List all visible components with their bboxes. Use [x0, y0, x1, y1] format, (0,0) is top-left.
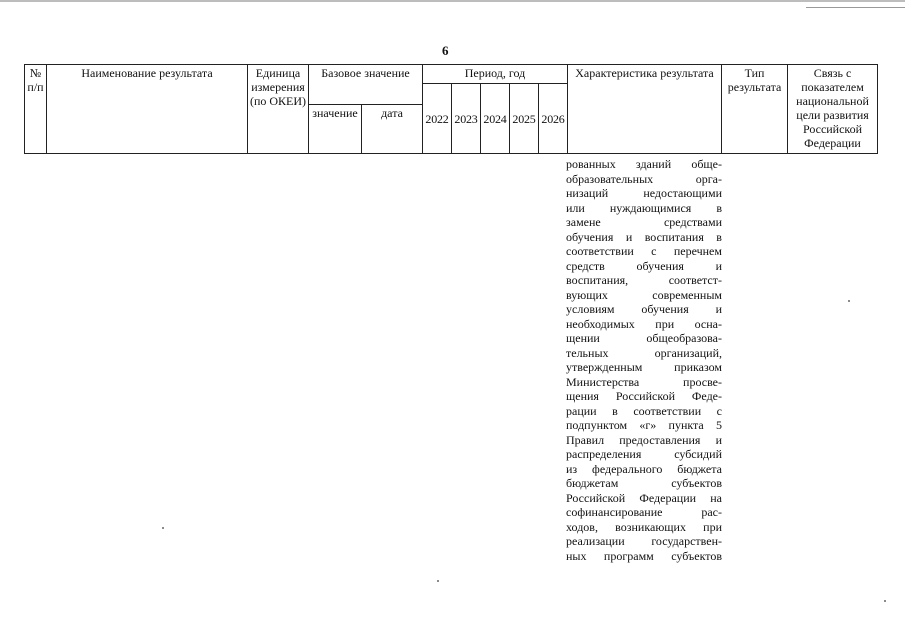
characteristic-word: средствами [663, 215, 722, 229]
characteristic-line [566, 317, 722, 332]
page-number: 6 [442, 43, 449, 58]
characteristic-word: перечнем [673, 244, 722, 258]
characteristic-continued-text [566, 157, 722, 563]
characteristic-word: государствен- [651, 534, 722, 548]
characteristic-line [566, 259, 722, 274]
characteristic-line [566, 491, 722, 506]
characteristic-line [566, 505, 722, 520]
characteristic-line [566, 201, 722, 216]
characteristic-word: замене [566, 215, 601, 229]
characteristic-word: организаций, [654, 345, 722, 360]
characteristic-word: просве- [683, 374, 722, 389]
header-result-type: Тип результата [722, 65, 788, 154]
characteristic-word: необходимых [566, 316, 635, 331]
characteristic-word: при [655, 316, 675, 331]
scan-top-edge [0, 0, 905, 2]
characteristic-word: и [715, 302, 722, 316]
characteristic-word: соответствии [633, 403, 702, 418]
characteristic-word: обучения [636, 258, 684, 273]
characteristic-word: при [703, 519, 722, 534]
characteristic-word: осна- [694, 316, 722, 331]
characteristic-line [566, 418, 722, 433]
header-year-2023: 2023 [452, 84, 481, 154]
characteristic-line [566, 549, 722, 564]
characteristic-word: условиям [566, 302, 615, 316]
characteristic-word: распределения [566, 447, 642, 461]
characteristic-word: подпунктом [566, 418, 628, 432]
characteristic-line [566, 331, 722, 346]
header-national-goal-link: Связь с показателем национальной цели развития Российской Федерации [788, 65, 878, 154]
scan-speck [884, 600, 886, 602]
characteristic-word: обучения [641, 302, 689, 316]
header-base-value: Базовое значение [309, 65, 423, 105]
characteristic-word: вующих [566, 287, 608, 302]
characteristic-word: с [651, 244, 657, 258]
characteristic-word: Министерства [566, 374, 640, 389]
characteristic-word: Феде- [691, 389, 722, 403]
characteristic-word: и [625, 229, 633, 244]
characteristic-word: тельных [566, 345, 609, 360]
characteristic-word: утвержденным [566, 360, 643, 374]
characteristic-word: приказом [674, 360, 722, 374]
characteristic-word: воспитания, [566, 273, 629, 287]
characteristic-word: программ [603, 548, 654, 563]
characteristic-word: недостающими [643, 186, 722, 200]
characteristic-word: щения [566, 389, 599, 403]
header-year-2026: 2026 [539, 84, 568, 154]
scan-speck [437, 580, 439, 582]
characteristic-line [566, 375, 722, 390]
results-table-header [24, 64, 878, 154]
characteristic-word: бюджета [677, 461, 722, 476]
characteristic-word: обще- [691, 157, 722, 171]
characteristic-line [566, 288, 722, 303]
characteristic-word: возникающих [615, 519, 686, 534]
characteristic-word: соответствии [566, 244, 634, 258]
characteristic-word: Правил [566, 432, 605, 447]
characteristic-line [566, 476, 722, 491]
characteristic-word: орга- [695, 171, 722, 186]
characteristic-word: нуждающимися [609, 200, 692, 215]
characteristic-word: на [710, 490, 722, 505]
characteristic-word: или [566, 200, 585, 215]
characteristic-line [566, 273, 722, 288]
characteristic-line [566, 433, 722, 448]
header-base-value-date: дата [362, 105, 423, 154]
scan-top-right-line [806, 7, 905, 8]
characteristic-word: общеобразова- [646, 331, 722, 345]
characteristic-word: субъектов [671, 476, 722, 490]
characteristic-line [566, 389, 722, 404]
header-year-2022: 2022 [423, 84, 452, 154]
characteristic-word: в [612, 403, 618, 418]
characteristic-word: Российской [615, 389, 675, 403]
header-row-number: № п/п [25, 65, 47, 154]
characteristic-word: софинансирование [566, 505, 663, 519]
characteristic-word: субъектов [671, 548, 722, 563]
characteristic-word: образовательных [566, 171, 654, 186]
characteristic-word: бюджетам [566, 476, 619, 490]
characteristic-line [566, 346, 722, 361]
characteristic-word: из [566, 461, 578, 476]
characteristic-word: рации [566, 403, 597, 418]
characteristic-line [566, 462, 722, 477]
scan-speck [848, 300, 850, 302]
header-unit: Единица измерения (по ОКЕИ) [248, 65, 309, 154]
characteristic-word: ных [566, 548, 587, 563]
characteristic-word: и [715, 258, 722, 273]
header-characteristic: Характеристика результата [568, 65, 722, 154]
characteristic-line [566, 157, 722, 172]
characteristic-word: ходов, [566, 519, 598, 534]
characteristic-line [566, 302, 722, 317]
characteristic-word: в [716, 200, 722, 215]
characteristic-line [566, 404, 722, 419]
characteristic-word: Российской [566, 490, 626, 505]
characteristic-word: 5 [715, 418, 722, 432]
characteristic-word: низаций [566, 186, 609, 200]
characteristic-word: с [716, 403, 722, 418]
characteristic-word: средств [566, 258, 605, 273]
characteristic-word: и [715, 432, 722, 447]
characteristic-word: воспитания [644, 229, 704, 244]
characteristic-line [566, 172, 722, 187]
characteristic-word: пункта [668, 418, 704, 432]
characteristic-word: рованных [566, 157, 616, 171]
characteristic-word: рас- [701, 505, 722, 519]
characteristic-line [566, 520, 722, 535]
header-result-name: Наименование результата [47, 65, 248, 154]
characteristic-line [566, 360, 722, 375]
characteristic-line [566, 534, 722, 549]
characteristic-word: субсидий [674, 447, 722, 461]
header-period: Период, год [423, 65, 568, 84]
characteristic-word: Федерации [639, 490, 697, 505]
characteristic-line [566, 244, 722, 259]
characteristic-word: федерального [592, 461, 663, 476]
characteristic-line [566, 186, 722, 201]
characteristic-word: предоставления [619, 432, 701, 447]
characteristic-word: в [716, 229, 722, 244]
characteristic-line [566, 215, 722, 230]
scan-speck [162, 527, 164, 529]
characteristic-word: реализации [566, 534, 625, 548]
header-year-2024: 2024 [481, 84, 510, 154]
characteristic-word: зданий [635, 157, 672, 171]
header-base-value-value: значение [309, 105, 362, 154]
characteristic-word: обучения [566, 229, 614, 244]
characteristic-word: щении [566, 331, 600, 345]
characteristic-word: «г» [639, 418, 657, 432]
characteristic-line [566, 447, 722, 462]
characteristic-word: соответст- [668, 273, 722, 287]
characteristic-word: современным [652, 287, 722, 302]
header-year-2025: 2025 [510, 84, 539, 154]
characteristic-line [566, 230, 722, 245]
